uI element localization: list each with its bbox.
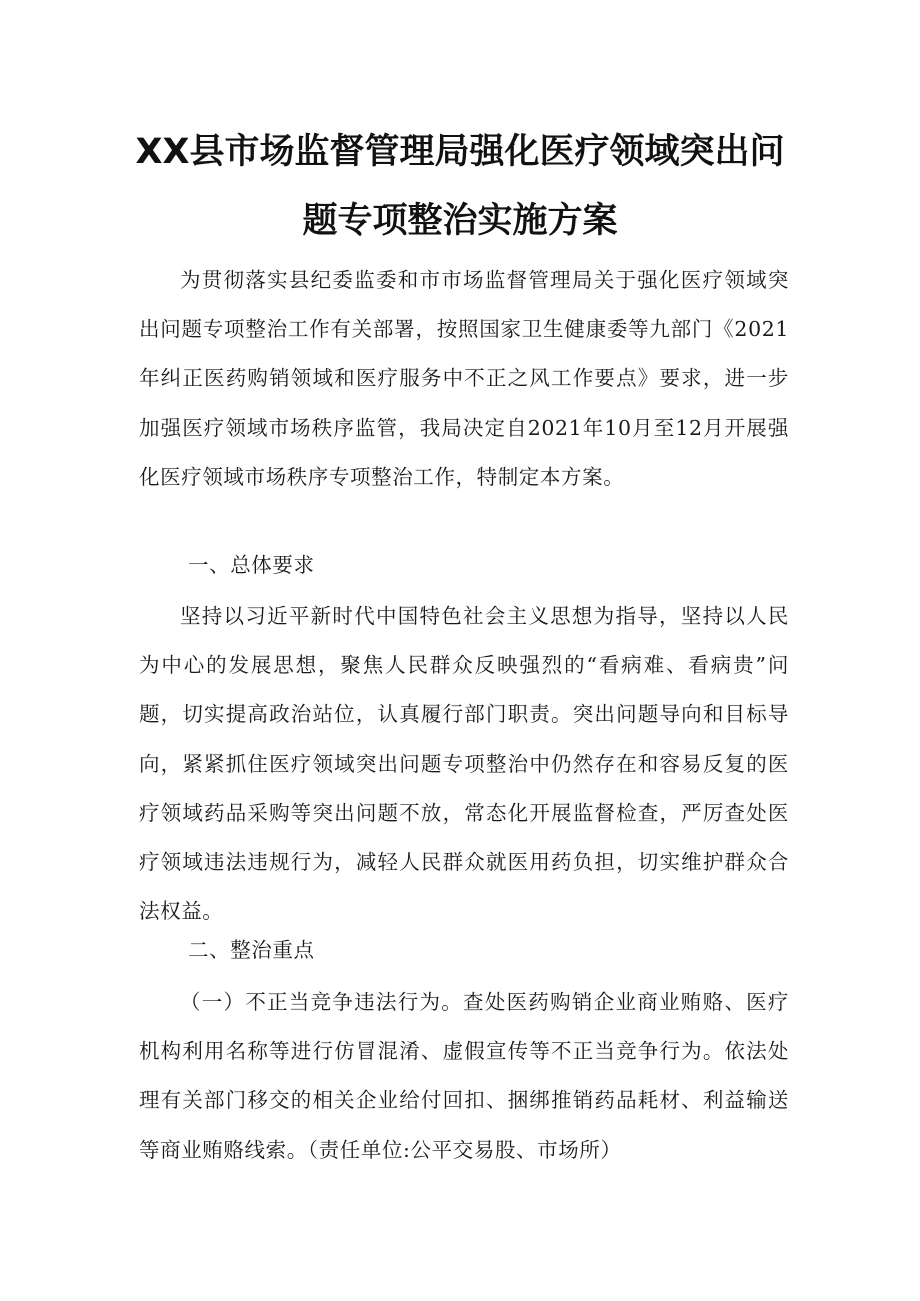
intro-paragraph: 为贯彻落实县纪委监委和市市场监督管理局关于强化医疗领域突出问题专项整治工作有关部署，按照国家卫生健康委等九部门《2021年纠正医药购销领域和医疗服务中不正之风工作要点》要求，进一步加强医疗领域市场秩序监管，我局决定自2021年10月至12月开展强化医疗领域市场秩序专项整治工作，特制定本方案。 <box>139 268 789 489</box>
section-2-heading: 二、整治重点 <box>188 938 315 962</box>
section-1-heading: 一、总体要求 <box>188 553 315 577</box>
document-title-line-1: XX县市场监督管理局强化医疗领域突出问 <box>135 132 785 172</box>
section-2-item-1-paragraph: （一）不正当竞争违法行为。查处医药购销企业商业贿赂、医疗机构利用名称等进行仿冒混淆、虚假宣传等不正当竞争行为。依法处理有关部门移交的相关企业给付回扣、捆绑推销药品耗材、利益输送等商业贿赂线索。（责任单位:公平交易股、市场所） <box>139 990 789 1162</box>
document-title-line-2: 题专项整治实施方案 <box>302 201 618 241</box>
section-1-paragraph: 坚持以习近平新时代中国特色社会主义思想为指导，坚持以人民为中心的发展思想，聚焦人民群众反映强烈的“看病难、看病贵”问题，切实提高政治站位，认真履行部门职责。突出问题导向和目标导向，紧紧抓住医疗领域突出问题专项整治中仍然存在和容易反复的医疗领域药品采购等突出问题不放，常态化开展监督检查，严厉查处医疗领域违法违规行为，减轻人民群众就医用药负担，切实维护群众合法权益。 <box>139 604 789 924</box>
